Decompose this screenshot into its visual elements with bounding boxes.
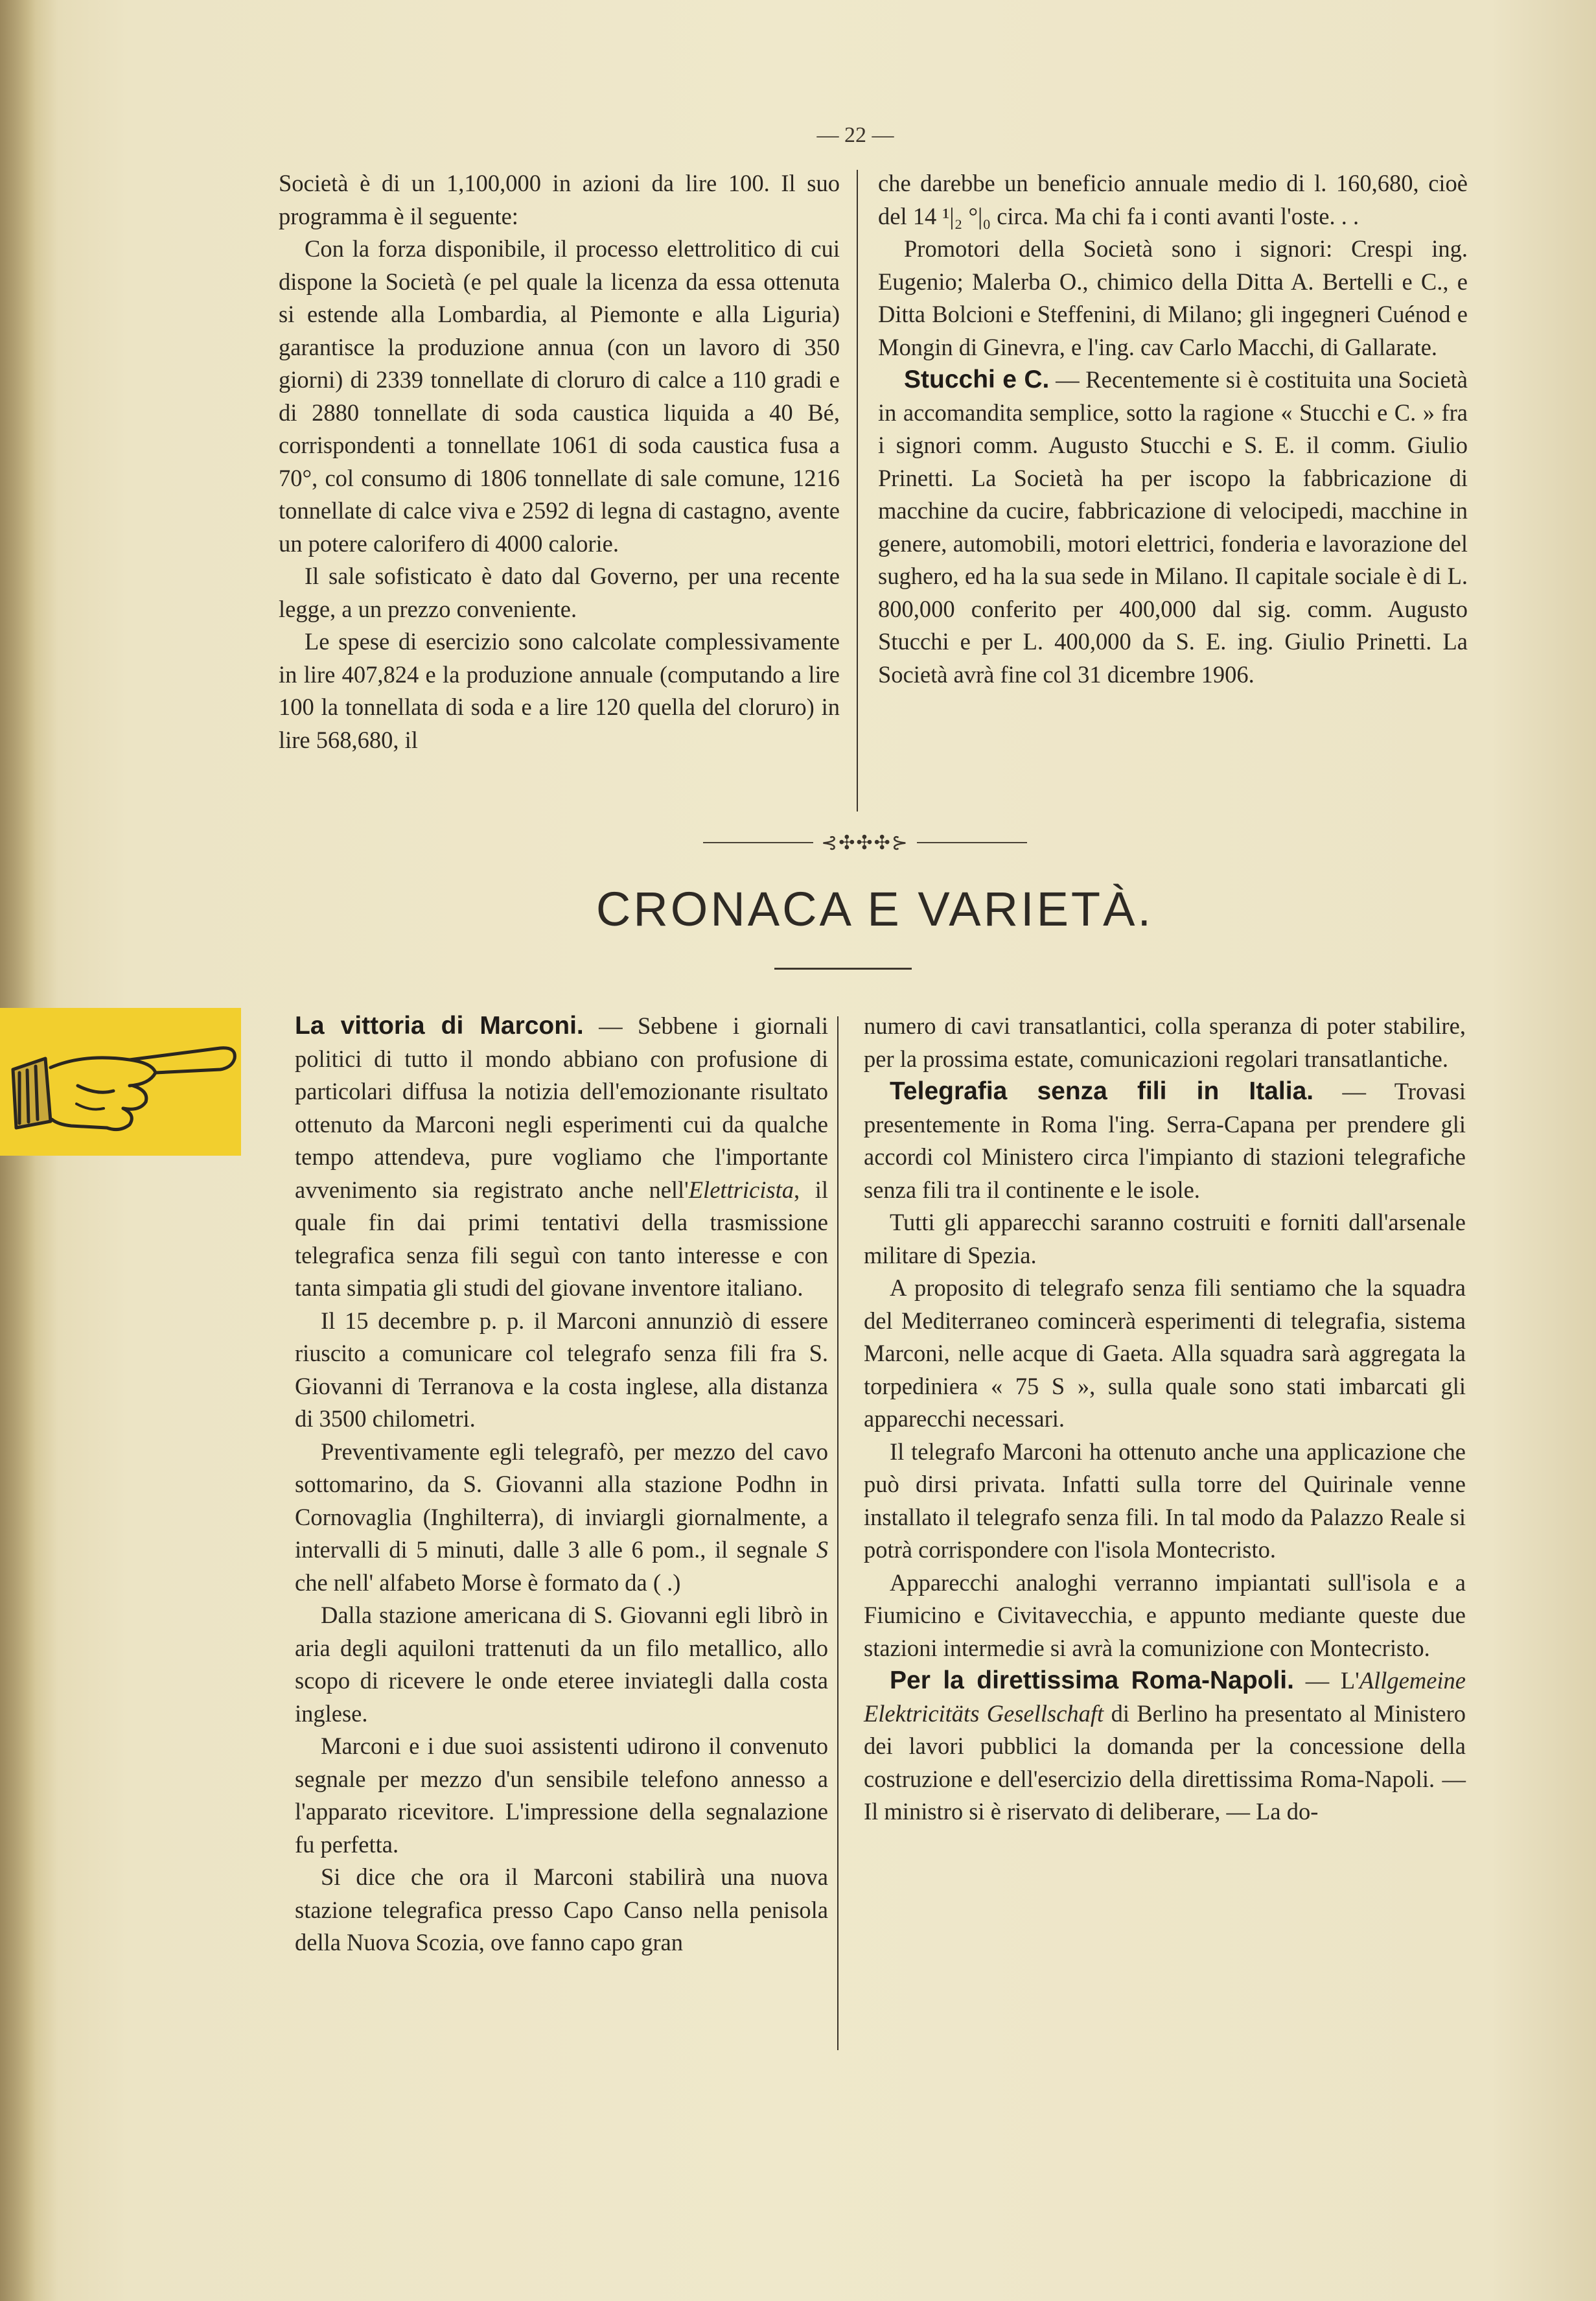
section-title: CRONACA E VARIETÀ. bbox=[596, 882, 1154, 936]
emphasis-text: S bbox=[816, 1536, 828, 1563]
paragraph-text: , il quale fin dai primi tentativi della trasmissione telegrafica senza fili seguì con tanto interesse e con tanta simpatia gli studi del giovane inventore italiano. bbox=[295, 1176, 828, 1301]
margin-tab bbox=[0, 1008, 241, 1156]
page-number: — 22 — bbox=[816, 123, 894, 147]
emphasis-text: Elettricista bbox=[688, 1176, 794, 1203]
paragraph-text: — L' bbox=[1293, 1667, 1359, 1694]
paragraph-text: — Recentemente si è costituita una Società in accomandita semplice, sotto la ragione « Stucchi e C. » fra i signori comm. Augusto Stucchi e S. E. il comm. Giulio Prinetti. La Società ha per iscopo la fabbricazione di macchine da cucire, fabbricazione di velocipedi, macchine in genere, automobili, motori elettrici, fonderia e lavorazione del sughero, ed ha la sua sede in Milano. Il capitale sociale è di L. 800,000 conferito per 400,000 dal sig. comm. Augusto Stucchi e per L. 400,000 da S. E. ing. Giulio Prinetti. La Società avrà fine col 31 dicembre 1906. bbox=[878, 366, 1468, 688]
paragraph bbox=[878, 364, 1468, 691]
article-heading: Telegrafia senza fili in Italia. bbox=[890, 1077, 1314, 1105]
cronaca-left-column bbox=[295, 1010, 828, 1959]
paragraph: Promotori della Società sono i signori: Crespi ing. Eugenio; Malerba O., chimico della Ditta A. Bertelli e C., e Ditta Bolcioni e Steffenini, di Milano; gli ingegneri Cuénod e Mongin di Ginevra, e l'ing. cav Carlo Macchi, di Gallarate. bbox=[878, 235, 1468, 360]
paragraph: Il telegrafo Marconi ha ottenuto anche una applicazione che può dirsi privata. Infatti sulla torre del Quirinale venne installato il telegrafo senza fili. In tal modo da Palazzo Reale si potrà corrispondere con l'isola Montecristo. bbox=[864, 1438, 1466, 1563]
divider-line bbox=[917, 842, 1027, 843]
article-heading: Stucchi e C. bbox=[904, 366, 1050, 393]
paragraph: che darebbe un beneficio annuale medio di l. 160,680, cioè del 14 ¹|₂ °|₀ circa. Ma chi fa i conti avanti l'oste. . . bbox=[878, 170, 1468, 229]
emphasis-text: Allgemeine Elektricitäts Gesellschaft bbox=[864, 1667, 1466, 1727]
cronaca-right-column bbox=[864, 1010, 1466, 1828]
article-top-left-column bbox=[279, 167, 840, 756]
paragraph: Il 15 decembre p. p. il Marconi annunziò di essere riuscito a comunicare col telegrafo senza fili fra S. Giovanni di Terranova e la costa inglese, alla distanza di 3500 chilometri. bbox=[295, 1307, 828, 1432]
column-rule bbox=[837, 1016, 838, 2050]
ornament-icon: ⊰✣✣✣⊱ bbox=[821, 832, 909, 854]
paragraph bbox=[295, 1010, 828, 1305]
paragraph: Società è di un 1,100,000 in azioni da lire 100. Il suo programma è il seguente: bbox=[279, 170, 840, 229]
article-top-right-column bbox=[878, 167, 1468, 691]
paragraph: Marconi e i due suoi assistenti udirono il convenuto segnale per mezzo d'un sensibile telefono annesso a l'apparato ricevitore. L'impressione della segnalazione fu perfetta. bbox=[295, 1733, 828, 1858]
paragraph-text: — Trovasi presentemente in Roma l'ing. Serra-Capana per prendere gli accordi col Ministero circa l'impianto di stazioni telegrafiche senza fili tra il continente e le isole. bbox=[864, 1078, 1466, 1203]
paragraph-text: che nell' alfabeto Morse è formato da ( .) bbox=[295, 1569, 681, 1596]
pointing-hand-icon bbox=[0, 1008, 241, 1156]
title-underline bbox=[774, 968, 912, 970]
column-rule bbox=[857, 170, 858, 812]
paragraph: Apparecchi analoghi verranno impiantati sull'isola e a Fiumicino e Civitavecchia, e appunto mediante queste due stazioni intermedie si avrà la comunizione con Montecristo. bbox=[864, 1569, 1466, 1661]
article-heading: La vittoria di Marconi. bbox=[295, 1012, 584, 1040]
paragraph: Con la forza disponibile, il processo elettrolitico di cui dispone la Società (e pel quale la licenza da essa ottenuta si estende alla Lombardia, al Piemonte e alla Liguria) garantisce la produzione annua (con un lavoro di 350 giorni) di 2339 tonnellate di cloruro di calce a 110 gradi e di 2880 tonnellate di soda caustica liquida a 40 Bé, corrispondenti a tonnellate 1061 di soda caustica fusa a 70°, col consumo di 1806 tonnellate di sale comune, 1216 tonnellate di calce viva e 2592 di legna di castagno, avente un potere calorifero di 4000 calorie. bbox=[279, 235, 840, 557]
paragraph: Dalla stazione americana di S. Giovanni egli librò in aria degli aquiloni trattenuti da un filo metallico, allo scopo di ricevere le onde eteree inviategli dalla costa inglese. bbox=[295, 1602, 828, 1727]
paragraph-text: — Sebbene i giornali politici di tutto il mondo abbiano con profusione di particolari diffusa la notizia dell'emozionante risultato ottenuto da Marconi negli esperimenti cui da qualche tempo attendeva, pure vogliamo che l'importante avvenimento sia registrato anche nell' bbox=[295, 1012, 828, 1203]
paragraph: Le spese di esercizio sono calcolate complessivamente in lire 407,824 e la produzione annuale (computando a lire 100 la tonnellata di soda e a lire 120 quella del cloruro) in lire 568,680, il bbox=[279, 628, 840, 753]
paragraph-text: Preventivamente egli telegrafò, per mezzo del cavo sottomarino, da S. Giovanni alla stazione Podhn in Cornovaglia (Inghilterra), di inviargli giornalmente, a intervalli di 5 minuti, dalle 3 alle 6 pom., il segnale bbox=[295, 1438, 828, 1563]
divider-line bbox=[703, 842, 813, 843]
paragraph: Il sale sofisticato è dato dal Governo, per una recente legge, a un prezzo conveniente. bbox=[279, 563, 840, 622]
paragraph: Si dice che ora il Marconi stabilirà una nuova stazione telegrafica presso Capo Canso nella penisola della Nuova Scozia, ove fanno capo gran bbox=[295, 1863, 828, 1956]
paragraph: Tutti gli apparecchi saranno costruiti e forniti dall'arsenale militare di Spezia. bbox=[864, 1209, 1466, 1268]
article-heading: Per la direttissima Roma-Napoli. bbox=[890, 1666, 1294, 1694]
paragraph-text: di Berlino ha presentato al Ministero dei lavori pubblici la domanda per la concessione della costruzione e dell'esercizio della direttissima Roma-Napoli. — Il ministro si è riservato di deliberare, — La do- bbox=[864, 1699, 1466, 1825]
paragraph: numero di cavi transatlantici, colla speranza di poter stabilire, per la prossima estate, comunicazioni regolari transatlantiche. bbox=[864, 1012, 1466, 1072]
paragraph: A proposito di telegrafo senza fili sentiamo che la squadra del Mediterraneo comincerà esperimenti di telegrafia, sistema Marconi, nelle acque di Gaeta. Alla squadra sarà aggregata la torpediniera « 75 S », sulla quale sono stati imbarcati gli apparecchi necessari. bbox=[864, 1274, 1466, 1432]
paragraph bbox=[295, 1436, 828, 1600]
paragraph bbox=[864, 1075, 1466, 1206]
section-divider bbox=[703, 833, 1027, 852]
paragraph bbox=[864, 1664, 1466, 1828]
